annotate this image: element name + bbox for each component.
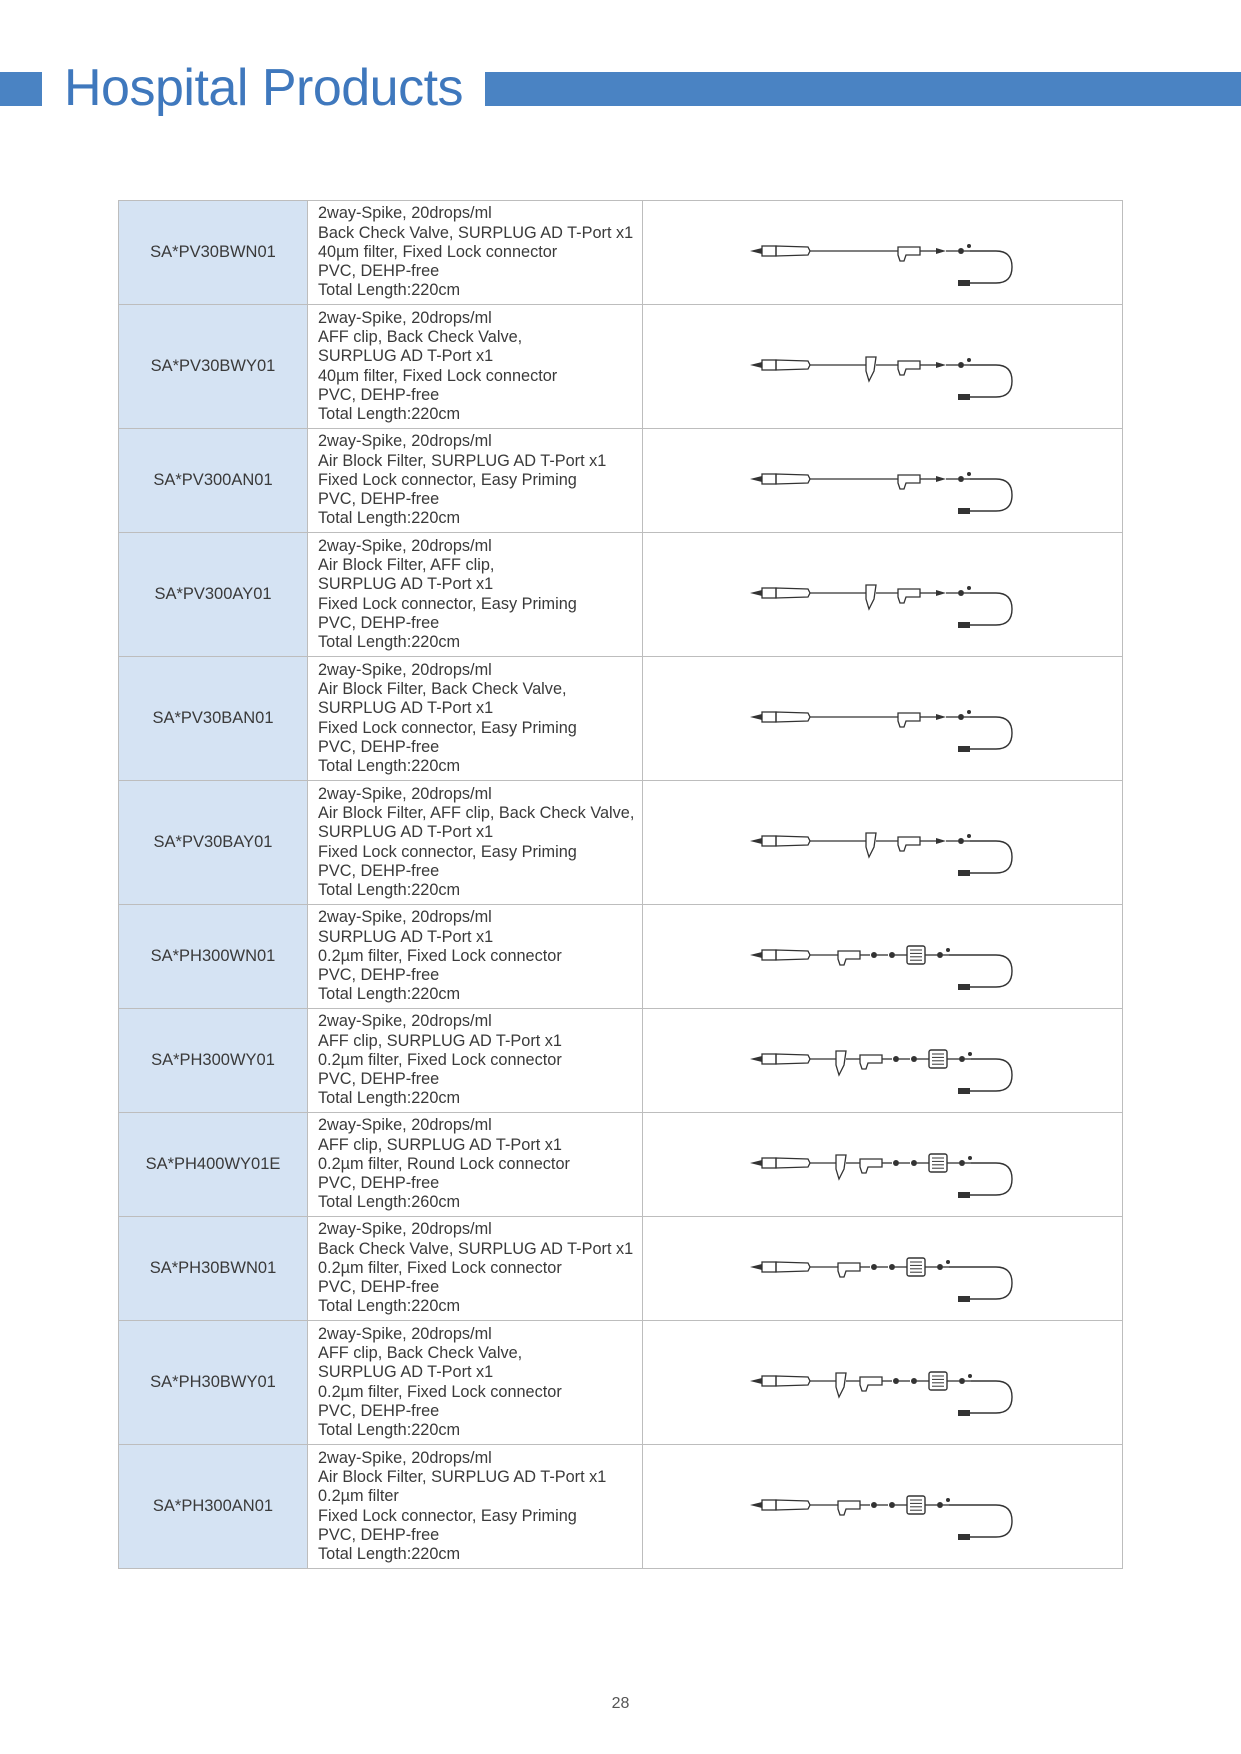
check-valve-icon [893,1160,899,1166]
description-line: SURPLUG AD T-Port x1 [318,927,494,946]
table-row [119,1113,1123,1217]
description-line: SURPLUG AD T-Port x1 [318,823,494,842]
check-valve-icon [936,714,946,720]
infusion-set-diagram [748,1469,1018,1545]
description-line: AFF clip, SURPLUG AD T-Port x1 [318,1031,562,1050]
description-line: PVC, DEHP-free [318,490,440,509]
table-row [119,1217,1123,1321]
description-line: 2way-Spike, 20drops/ml [318,908,492,927]
spike-tip-icon [750,590,762,596]
product-illustration [643,657,1123,781]
check-valve-icon [871,952,877,958]
infusion-set-diagram [748,1231,1018,1307]
table-row [119,1009,1123,1113]
table-row [119,781,1123,905]
description-line: PVC, DEHP-free [318,1070,440,1089]
description-line: Total Length:220cm [318,1421,461,1440]
product-code: SA*PV300AN01 [119,429,308,533]
description-line: AFF clip, Back Check Valve, [318,1343,523,1362]
lock-connector-icon [958,984,970,990]
tubing-icon [949,1267,1012,1299]
tubing-icon [949,1505,1012,1537]
t-port-icon [898,475,920,489]
product-description [308,1321,643,1445]
description-line: Total Length:260cm [318,1193,461,1212]
description-line: 2way-Spike, 20drops/ml [318,1448,492,1467]
spike-icon [762,1158,776,1168]
spike-icon [762,836,776,846]
product-illustration [643,305,1123,429]
t-port-icon [898,361,920,375]
description-line: 2way-Spike, 20drops/ml [318,1012,492,1031]
tubing-icon [970,365,1012,397]
description-line: 2way-Spike, 20drops/ml [318,1324,492,1343]
check-valve-icon [871,1502,877,1508]
product-table-body [119,201,1123,1569]
t-port-icon [860,1055,882,1069]
product-illustration [643,1445,1123,1569]
filter-icon [929,1372,947,1390]
description-line: 0.2µm filter, Round Lock connector [318,1154,570,1173]
filter-icon [929,1050,947,1068]
product-description [308,1445,643,1569]
check-valve-icon [936,476,946,482]
description-line: PVC, DEHP-free [318,1278,440,1297]
description-line: 2way-Spike, 20drops/ml [318,1220,492,1239]
drip-chamber-icon [776,474,810,484]
product-description [308,1113,643,1217]
aff-clip-icon [866,833,876,857]
spike-icon [762,712,776,722]
table-row [119,1321,1123,1445]
product-code: SA*PH300WY01 [119,1009,308,1113]
spike-tip-icon [750,714,762,720]
lock-connector-icon [958,1534,970,1540]
tubing-icon [970,1163,1012,1195]
description-line: Total Length:220cm [318,633,461,652]
table-row [119,429,1123,533]
product-illustration [643,533,1123,657]
drip-chamber-icon [776,712,810,722]
tubing-icon [970,717,1012,749]
infusion-set-diagram [748,329,1018,405]
description-line: 2way-Spike, 20drops/ml [318,660,492,679]
t-port-icon [838,951,860,965]
spike-tip-icon [750,1160,762,1166]
description-line: PVC, DEHP-free [318,1174,440,1193]
description-line: Air Block Filter, AFF clip, Back Check Valve, [318,803,635,822]
description-line: Air Block Filter, SURPLUG AD T-Port x1 [318,1467,607,1486]
description-line: PVC, DEHP-free [318,737,440,756]
check-valve-icon [871,1264,877,1270]
product-illustration [643,1009,1123,1113]
product-code: SA*PH400WY01E [119,1113,308,1217]
tubing-icon [970,593,1012,625]
t-port-icon [860,1377,882,1391]
description-line: Air Block Filter, SURPLUG AD T-Port x1 [318,451,607,470]
description-line: Fixed Lock connector, Easy Priming [318,1506,577,1525]
lock-connector-icon [958,280,970,286]
spike-icon [762,588,776,598]
description-line: AFF clip, SURPLUG AD T-Port x1 [318,1135,562,1154]
tubing-icon [949,955,1012,987]
spike-icon [762,360,776,370]
product-description [308,1217,643,1321]
product-description [308,429,643,533]
product-code: SA*PH300AN01 [119,1445,308,1569]
check-valve-icon [936,838,946,844]
product-code: SA*PH30BWN01 [119,1217,308,1321]
description-line: PVC, DEHP-free [318,861,440,880]
page-title: Hospital Products [64,59,464,117]
description-line: PVC, DEHP-free [318,385,440,404]
description-line: Total Length:220cm [318,281,461,300]
description-line: Fixed Lock connector, Easy Priming [318,594,577,613]
product-code: SA*PV300AY01 [119,533,308,657]
description-line: 0.2µm filter [318,1487,399,1506]
description-line: Total Length:220cm [318,1545,461,1564]
t-port-icon [898,247,920,261]
description-line: PVC, DEHP-free [318,966,440,985]
check-valve-icon [936,248,946,254]
tubing-icon [970,841,1012,873]
description-line: 2way-Spike, 20drops/ml [318,308,492,327]
description-line: SURPLUG AD T-Port x1 [318,699,494,718]
lock-connector-icon [958,622,970,628]
drip-chamber-icon [776,950,810,960]
spike-icon [762,1054,776,1064]
aff-clip-icon [836,1051,846,1075]
description-line: 2way-Spike, 20drops/ml [318,432,492,451]
product-illustration [643,201,1123,305]
infusion-set-diagram [748,557,1018,633]
lock-connector-icon [958,1088,970,1094]
description-line: Total Length:220cm [318,509,461,528]
check-valve-icon [936,362,946,368]
description-line: AFF clip, Back Check Valve, [318,327,523,346]
t-port-icon [898,713,920,727]
product-code: SA*PV30BWN01 [119,201,308,305]
spike-icon [762,950,776,960]
description-line: Back Check Valve, SURPLUG AD T-Port x1 [318,1239,634,1258]
spike-icon [762,1262,776,1272]
product-code: SA*PV30BWY01 [119,305,308,429]
spike-icon [762,1500,776,1510]
product-code: SA*PH30BWY01 [119,1321,308,1445]
description-line: Total Length:220cm [318,881,461,900]
aff-clip-icon [866,585,876,609]
product-code: SA*PV30BAN01 [119,657,308,781]
product-description [308,201,643,305]
filter-icon [907,946,925,964]
aff-clip-icon [836,1155,846,1179]
description-line: Total Length:220cm [318,1089,461,1108]
lock-connector-icon [958,508,970,514]
description-line: Total Length:220cm [318,1297,461,1316]
product-code: SA*PV30BAY01 [119,781,308,905]
table-row [119,533,1123,657]
t-port-icon [860,1159,882,1173]
description-line: 0.2µm filter, Fixed Lock connector [318,946,562,965]
spike-tip-icon [750,1378,762,1384]
t-port-icon [898,589,920,603]
check-valve-icon [936,590,946,596]
product-illustration [643,1217,1123,1321]
description-line: SURPLUG AD T-Port x1 [318,575,494,594]
table-row [119,201,1123,305]
description-line: 40µm filter, Fixed Lock connector [318,242,558,261]
spike-icon [762,1376,776,1386]
product-illustration [643,781,1123,905]
infusion-set-diagram [748,681,1018,757]
table-row [119,905,1123,1009]
lock-connector-icon [958,1296,970,1302]
product-code: SA*PH300WN01 [119,905,308,1009]
description-line: Total Length:220cm [318,757,461,776]
table-row [119,305,1123,429]
product-description [308,1009,643,1113]
description-line: Air Block Filter, Back Check Valve, [318,679,567,698]
description-line: PVC, DEHP-free [318,613,440,632]
spike-tip-icon [750,952,762,958]
tubing-icon [970,479,1012,511]
lock-connector-icon [958,1410,970,1416]
spike-tip-icon [750,1502,762,1508]
description-line: 0.2µm filter, Fixed Lock connector [318,1050,562,1069]
description-line: PVC, DEHP-free [318,1401,440,1420]
tubing-icon [970,251,1012,283]
lock-connector-icon [958,746,970,752]
product-description [308,305,643,429]
infusion-set-diagram [748,1023,1018,1099]
check-valve-icon [893,1378,899,1384]
drip-chamber-icon [776,1262,810,1272]
filter-icon [907,1258,925,1276]
aff-clip-icon [866,357,876,381]
spike-icon [762,474,776,484]
description-line: 2way-Spike, 20drops/ml [318,204,492,223]
drip-chamber-icon [776,1158,810,1168]
lock-connector-icon [958,870,970,876]
description-line: Back Check Valve, SURPLUG AD T-Port x1 [318,223,634,242]
spike-tip-icon [750,476,762,482]
infusion-set-diagram [748,1127,1018,1203]
product-illustration [643,905,1123,1009]
description-line: SURPLUG AD T-Port x1 [318,1363,494,1382]
description-line: 0.2µm filter, Fixed Lock connector [318,1382,562,1401]
spike-tip-icon [750,362,762,368]
drip-chamber-icon [776,588,810,598]
table-row [119,1445,1123,1569]
page-number: 28 [611,1695,630,1712]
drip-chamber-icon [776,836,810,846]
description-line: Fixed Lock connector, Easy Priming [318,842,577,861]
product-description [308,657,643,781]
filter-icon [907,1496,925,1514]
drip-chamber-icon [776,246,810,256]
description-line: Total Length:220cm [318,405,461,424]
description-line: 2way-Spike, 20drops/ml [318,536,492,555]
product-description [308,905,643,1009]
infusion-set-diagram [748,1345,1018,1421]
description-line: 2way-Spike, 20drops/ml [318,1116,492,1135]
t-port-icon [838,1501,860,1515]
tubing-icon [970,1381,1012,1413]
spike-tip-icon [750,248,762,254]
description-line: SURPLUG AD T-Port x1 [318,347,494,366]
description-line: 0.2µm filter, Fixed Lock connector [318,1258,562,1277]
description-line: Air Block Filter, AFF clip, [318,555,495,574]
header-accent-bar [485,72,1241,106]
description-line: PVC, DEHP-free [318,262,440,281]
table-row [119,657,1123,781]
description-line: Fixed Lock connector, Easy Priming [318,718,577,737]
description-line: 40µm filter, Fixed Lock connector [318,366,558,385]
spike-icon [762,246,776,256]
product-illustration [643,1113,1123,1217]
drip-chamber-icon [776,1500,810,1510]
spike-tip-icon [750,1264,762,1270]
infusion-set-diagram [748,215,1018,291]
infusion-set-diagram [748,919,1018,995]
tubing-icon [970,1059,1012,1091]
infusion-set-diagram [748,805,1018,881]
t-port-icon [898,837,920,851]
filter-icon [929,1154,947,1172]
description-line: Fixed Lock connector, Easy Priming [318,470,577,489]
description-line: PVC, DEHP-free [318,1525,440,1544]
drip-chamber-icon [776,1376,810,1386]
description-line: 2way-Spike, 20drops/ml [318,784,492,803]
spike-tip-icon [750,838,762,844]
aff-clip-icon [836,1373,846,1397]
lock-connector-icon [958,1192,970,1198]
description-line: Total Length:220cm [318,985,461,1004]
spike-tip-icon [750,1056,762,1062]
header-accent-square [0,72,42,106]
drip-chamber-icon [776,360,810,370]
drip-chamber-icon [776,1054,810,1064]
infusion-set-diagram [748,443,1018,519]
product-illustration [643,429,1123,533]
product-description [308,781,643,905]
check-valve-icon [893,1056,899,1062]
product-description [308,533,643,657]
product-table [118,200,1123,1569]
product-illustration [643,1321,1123,1445]
lock-connector-icon [958,394,970,400]
t-port-icon [838,1263,860,1277]
